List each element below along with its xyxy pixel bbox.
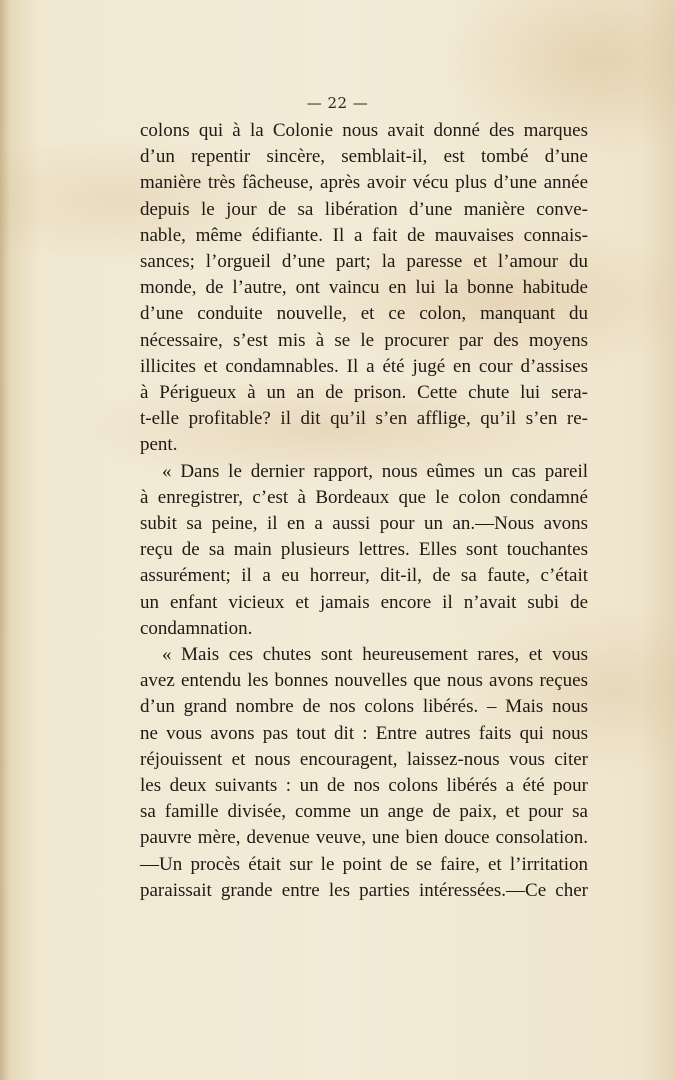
text-line: monde, de l’autre, ont vaincu en lui la bonne habitude (140, 277, 588, 299)
paragraph-1 (140, 118, 588, 459)
text-line: réjouissent et nous encouragent, laissez-nous vous citer (140, 748, 588, 770)
text-line: subit sa peine, il en a aussi pour un an.—Nous avons (140, 513, 588, 535)
text-line: t-elle profitable? il dit qu’il s’en afflige, qu’il s’en re- (140, 408, 588, 430)
text-line: sa famille divisée, comme un ange de paix, et pour sa (140, 801, 588, 823)
page-number: — 22 — (306, 94, 369, 112)
text-line: ne vous avons pas tout dit : Entre autres faits qui nous (140, 722, 588, 744)
text-line: condamnation. (140, 617, 253, 639)
text-line: manière très fâcheuse, après avoir vécu plus d’une année (140, 172, 588, 194)
text-line: depuis le jour de sa libération d’une manière conve- (140, 198, 588, 220)
text-line: sances; l’orgueil d’une part; la paresse et l’amour du (140, 251, 588, 273)
text-line: pent. (140, 434, 178, 456)
text-line: à enregistrer, c’est à Bordeaux que le colon condamné (140, 486, 588, 508)
paragraph-3 (140, 642, 588, 904)
text-line: « Dans le dernier rapport, nous eûmes un cas pareil (162, 460, 588, 482)
text-line: assurément; il a eu horreur, dit-il, de sa faute, c’était (140, 565, 588, 587)
text-line: —Un procès était sur le point de se faire, et l’irritation (140, 853, 588, 875)
text-line: à Périgueux à un an de prison. Cette chute lui sera- (140, 382, 588, 404)
text-line: illicites et condamnables. Il a été jugé en cour d’assises (140, 355, 588, 377)
text-line: d’un grand nombre de nos colons libérés. – Mais nous (140, 696, 588, 718)
text-line: d’un repentir sincère, semblait-il, est tombé d’une (140, 146, 588, 168)
paragraph-2 (140, 459, 588, 642)
text-line: d’une conduite nouvelle, et ce colon, manquant du (140, 303, 588, 325)
text-line: nécessaire, s’est mis à se le procurer par des moyens (140, 329, 588, 351)
text-line: nable, même édifiante. Il a fait de mauvaises connais- (140, 224, 588, 246)
text-line: colons qui à la Colonie nous avait donné des marques (140, 120, 588, 141)
text-line: « Mais ces chutes sont heureusement rares, et vous (162, 644, 588, 666)
text-line: pauvre mère, devenue veuve, une bien douce consolation. (140, 827, 588, 849)
page-binding-shadow (0, 0, 10, 1080)
text-line: reçu de sa main plusieurs lettres. Elles sont touchantes (140, 539, 588, 561)
text-line: un enfant vicieux et jamais encore il n’avait subi de (140, 591, 588, 613)
text-line: les deux suivants : un de nos colons libérés a été pour (140, 775, 588, 797)
text-line: avez entendu les bonnes nouvelles que nous avons reçues (140, 670, 588, 692)
body-text (140, 118, 588, 904)
text-line: paraissait grande entre les parties intéressées.—Ce cher (140, 879, 588, 901)
